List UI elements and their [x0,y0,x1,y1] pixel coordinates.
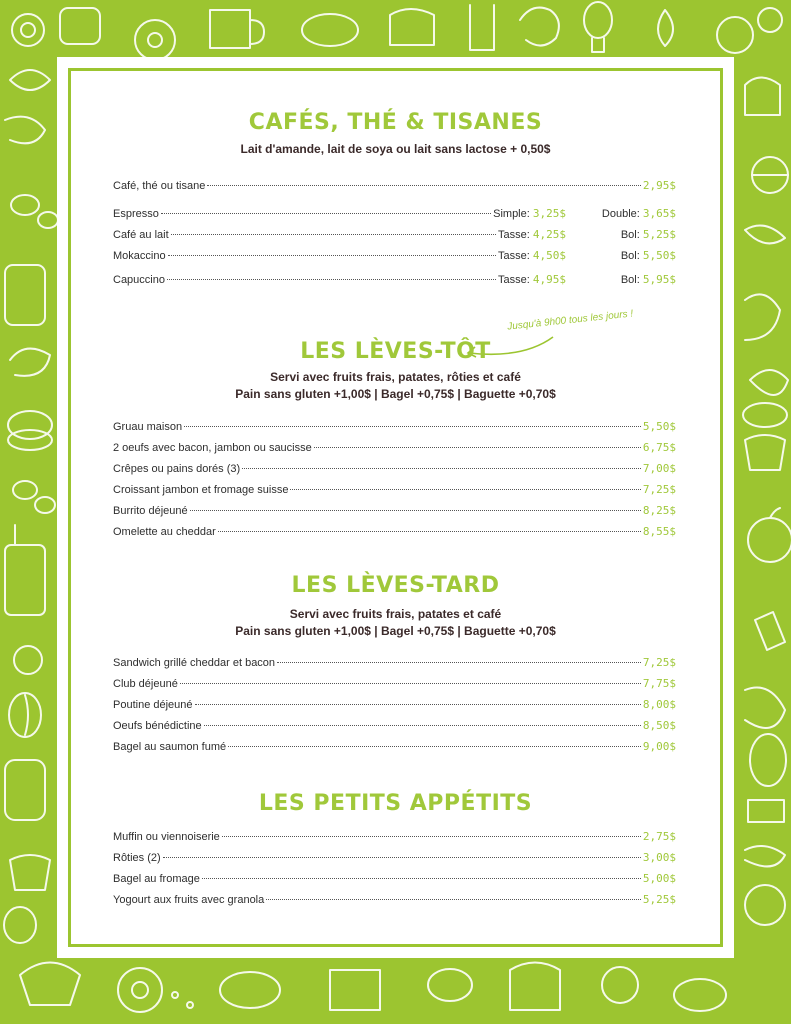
section-title: LES PETITS APPÉTITS [258,791,533,816]
menu-item-size2: Double: 3,65$ [601,207,676,220]
menu-item: Café au lait Tasse: 4,25$ [113,228,566,241]
menu-item: Café, thé ou tisane 2,95$ [113,179,676,192]
menu-item: Rôties (2) 3,00$ [113,851,676,864]
section-subtitle: Pain sans gluten +1,00$ | Bagel +0,75$ | Baguette +0,70$ [235,624,556,638]
menu-item: Capuccino Tasse: 4,95$ [113,273,566,286]
menu-item: Croissant jambon et fromage suisse 7,25$ [113,483,676,496]
section-subtitle: Pain sans gluten +1,00$ | Bagel +0,75$ | Baguette +0,70$ [235,387,556,401]
menu-item-size2: Bol: 5,95$ [620,273,676,286]
menu-item: Sandwich grillé cheddar et bacon 7,25$ [113,656,676,669]
menu-item: Bagel au saumon fumé 9,00$ [113,740,676,753]
section-subtitle: Servi avec fruits frais, patates et café [289,607,502,621]
menu-item-size2: Bol: 5,25$ [620,228,676,241]
menu-item: Gruau maison 5,50$ [113,420,676,433]
menu-item: Mokaccino Tasse: 4,50$ [113,249,566,262]
menu-item: Poutine déjeuné 8,00$ [113,698,676,711]
menu-item-size2: Bol: 5,50$ [620,249,676,262]
section-leves-tard [57,571,734,640]
menu-item: 2 oeufs avec bacon, jambon ou saucisse 6,75$ [113,441,676,454]
section-subtitle: Servi avec fruits frais, patates, rôties et café [270,370,521,384]
section-leves-tot [57,337,734,403]
section-title: LES LÈVES-TARD [291,573,500,598]
menu-item: Yogourt aux fruits avec granola 5,25$ [113,893,676,906]
menu-item: Muffin ou viennoiserie 2,75$ [113,830,676,843]
menu-panel [57,57,734,958]
menu-item: Omelette au cheddar 8,55$ [113,525,676,538]
section-petits-appetits [57,789,734,819]
section-title: CAFÉS, THÉ & TISANES [248,110,543,135]
menu-item: Crêpes ou pains dorés (3) 7,00$ [113,462,676,475]
menu-item: Club déjeuné 7,75$ [113,677,676,690]
menu-item: Espresso Simple: 3,25$ [113,207,566,220]
menu-item: Burrito déjeuné 8,25$ [113,504,676,517]
section-subtitle: Lait d'amande, lait de soya ou lait sans lactose + 0,50$ [240,142,551,156]
hours-note: Jusqu'à 9h00 tous les jours ! [506,308,634,333]
section-cafes [57,108,734,158]
section-title: LES LÈVES-TÔT [300,339,491,364]
menu-item: Oeufs bénédictine 8,50$ [113,719,676,732]
menu-item: Bagel au fromage 5,00$ [113,872,676,885]
